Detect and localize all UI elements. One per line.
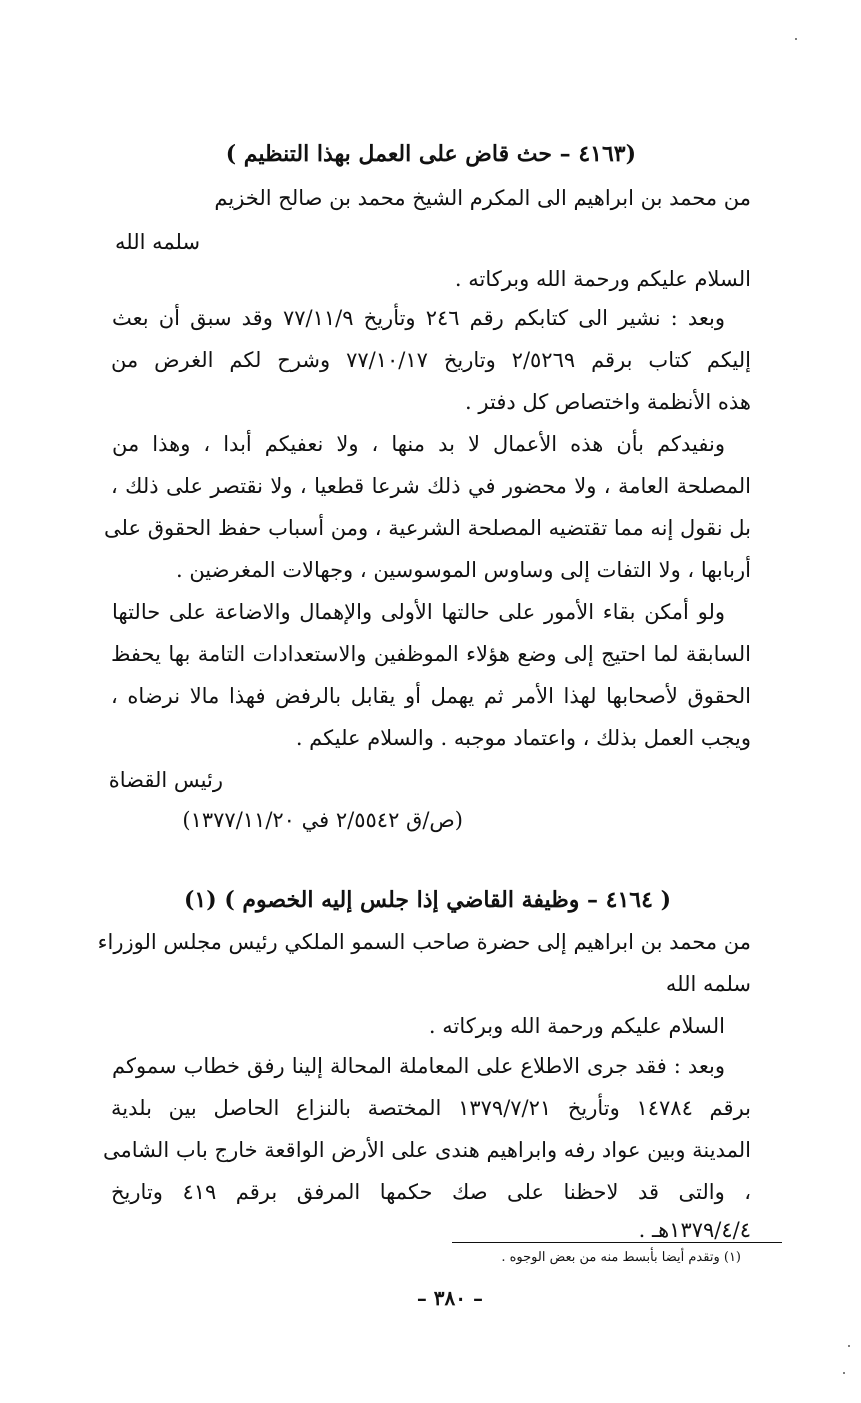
paragraph-line: ١٣٧٩/٤/٤هـ . [638, 1218, 751, 1242]
paragraph-line: وبعد : فقد جرى الاطلاع على المعاملة المحالة إلينا رفق خطاب سموكم [112, 1054, 725, 1078]
greeting: السلام عليكم ورحمة الله وبركاته . [454, 267, 751, 291]
section-heading-4164: ( ٤١٦٤ – وظيفة القاضي إذا جلس إليه الخصوم ) (١) [184, 887, 671, 913]
section-heading-4163: (٤١٦٣ – حث قاض على العمل بهذا التنظيم ) [225, 141, 636, 167]
paragraph-line: إليكم كتاب برقم ٢/٥٢٦٩ وتاريخ ٧٧/١٠/١٧ وشرح لكم الغرض من [111, 348, 751, 372]
paragraph-line: السابقة لما احتيج إلى وضع هؤلاء الموظفين والاستعدادات التامة بها يحفظ [111, 642, 751, 666]
scan-speck [848, 1345, 850, 1347]
from-line: من محمد بن ابراهيم إلى حضرة صاحب السمو الملكي رئيس مجلس الوزراء [97, 930, 751, 954]
paragraph-line: ونفيدكم بأن هذه الأعمال لا بد منها ، ولا نعفيكم أبدا ، وهذا من [112, 432, 725, 456]
paragraph-line: وبعد : نشير الى كتابكم رقم ٢٤٦ وتأريخ ٧٧/١١/٩ وقد سبق أن بعث [112, 306, 726, 330]
reference-number: (ص/ق ٢/٥٥٤٢ في ١٣٧٧/١١/٢٠) [182, 808, 463, 832]
from-line: من محمد بن ابراهيم الى المكرم الشيخ محمد بن صالح الخزيم [214, 186, 751, 210]
salutation: سلمه الله [115, 230, 201, 254]
footnote-rule [452, 1242, 782, 1243]
paragraph-line: ، والتى قد لاحظنا على صك حكمها المرفق برقم ٤١٩ وتاريخ [111, 1180, 752, 1204]
paragraph-line: ويجب العمل بذلك ، واعتماد موجبه . والسلام عليكم . [295, 726, 751, 750]
paragraph-line: المصلحة العامة ، ولا محضور في ذلك شرعا قطعيا ، ولا نقتصر على ذلك ، [111, 474, 751, 498]
signature: رئيس القضاة [108, 768, 223, 792]
greeting: السلام عليكم ورحمة الله وبركاته . [428, 1014, 725, 1038]
page-number: – ٣٨٠ – [416, 1286, 483, 1310]
paragraph-line: الحقوق لأصحابها لهذا الأمر ثم يهمل أو يقابل بالرفض فهذا مالا نرضاه ، [111, 684, 751, 708]
paragraph-line: بل نقول إنه مما تقتضيه المصلحة الشرعية ، ومن أسباب حفظ الحقوق على [104, 516, 751, 540]
paragraph-line: ولو أمكن بقاء الأمور على حالتها الأولى والإهمال والاضاعة على حالتها [112, 600, 725, 624]
paragraph-line: هذه الأنظمة واختصاص كل دفتر . [465, 390, 751, 414]
paragraph-line: المدينة وبين عواد رفه وابراهيم هندى على الأرض الواقعة خارج باب الشامى [103, 1138, 751, 1162]
scan-speck [843, 1372, 845, 1374]
paragraph-line: برقم ١٤٧٨٤ وتأريخ ١٣٧٩/٧/٢١ المختصة بالنزاع الحاصل بين بلدية [111, 1096, 751, 1120]
scan-speck [795, 38, 797, 40]
footnote: (١) وتقدم أيضا بأبسط منه من بعض الوجوه . [501, 1250, 741, 1265]
paragraph-line: أربابها ، ولا التفات إلى وساوس الموسوسين ، وجهالات المغرضين . [175, 558, 751, 582]
salutation: سلمه الله [665, 972, 751, 996]
